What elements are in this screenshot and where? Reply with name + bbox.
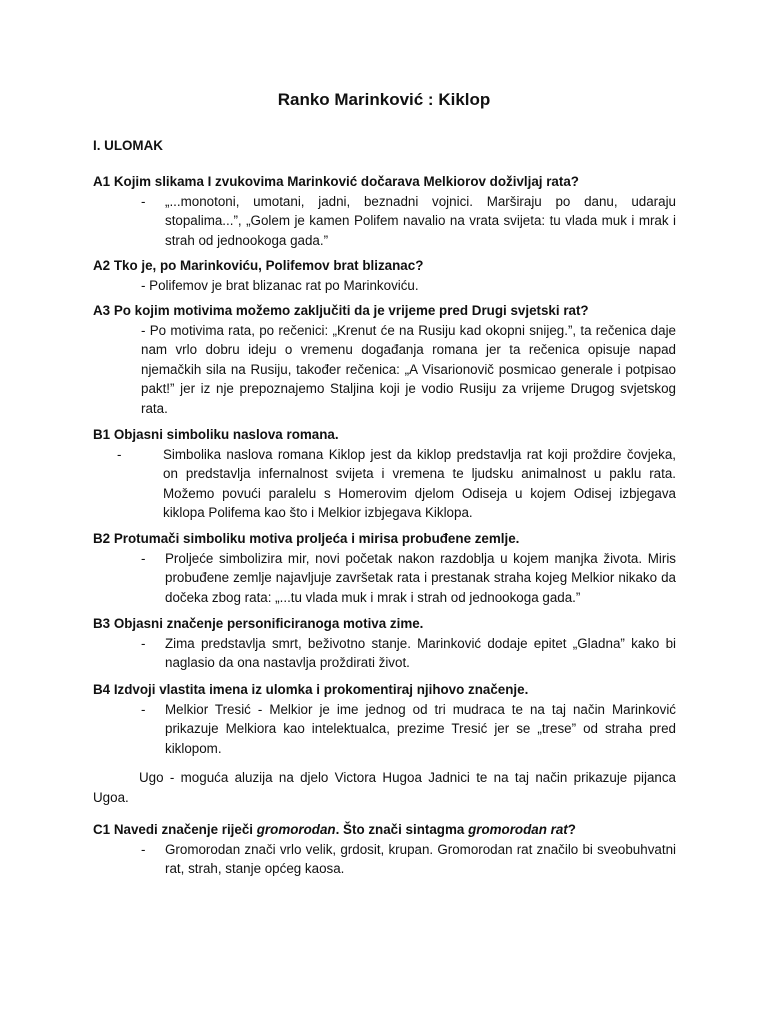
answer-dash: -	[141, 193, 146, 209]
question-text-part: ?	[567, 822, 576, 837]
answer-dash: -	[117, 446, 122, 462]
answer-a3: - Po motivima rata, po rečenici: „Krenut će na Rusiju kad okopni snijeg.”, ta rečenica daje nam vrlo dobru ideju o vremenu događanja romana jer ta rečenica opisuje napad njemačkih sila na Rusiju, također rečenica: „A Visarionovič posmicao generale i potpisao pakt!” jer iz nje prepoznajemo Staljina koji je vodio Rusiju za vrijeme Drugog svjetskog rata.	[141, 322, 676, 416]
answer-a1	[93, 192, 676, 251]
answer-dash: -	[141, 841, 146, 857]
question-b1	[93, 425, 676, 523]
question-italic-term: gromorodan rat	[468, 822, 568, 837]
question-c1	[93, 820, 676, 879]
answer-a2: - Polifemov je brat blizanac rat po Marinkoviću.	[141, 277, 419, 293]
question-italic-term: gromorodan	[256, 822, 336, 837]
question-text: B2 Protumači simboliku motiva proljeća i mirisa probuđene zemlje.	[93, 531, 520, 546]
question-b2	[93, 529, 676, 607]
question-b3	[93, 614, 676, 673]
answer-b2	[93, 549, 676, 608]
answer-b3	[93, 634, 676, 673]
section-heading: I. ULOMAK	[93, 138, 163, 153]
question-text-part: C1 Navedi značenje riječi	[93, 822, 257, 837]
question-a2	[93, 256, 676, 295]
question-text	[93, 820, 676, 840]
answer-text: Proljeće simbolizira mir, novi početak nakon razdoblja u kojem manjka života. Miris probuđene zemlje najavljuje završetak rata i prestanak straha kojeg Melkior nikako da dočeka zbog rata: „...tu vlada muk i mrak i strah od jednookoga gada.”	[165, 550, 676, 605]
answer-text: Gromorodan znači vrlo velik, grdosit, krupan. Gromorodan rat značilo bi sveobuhvatni rat, strah, stanje općeg kaosa.	[165, 841, 676, 876]
question-text: B1 Objasni simboliku naslova romana.	[93, 427, 339, 442]
answer-text: „...monotoni, umotani, jadni, beznadni vojnici. Marširaju po danu, udaraju stopalima...”, „Golem je kamen Polifem navalio na vrata svijeta: tu vlada muk i mrak i strah od jednookoga gada.”	[165, 193, 676, 248]
question-a3	[93, 301, 676, 418]
question-b4	[93, 680, 676, 807]
answer-b4-ugo: Ugo - moguća aluzija na djelo Victora Hugoa Jadnici te na taj način prikazuje pijanca Ugoa.	[93, 770, 676, 805]
answer-dash: -	[141, 635, 146, 651]
answer-dash: -	[141, 701, 146, 717]
answer-text: Melkior Tresić - Melkior je ime jednog od tri mudraca te na taj način Marinković prikazuje Melkiora kao intelektualca, prezime Tresić jer se „trese” od straha pred kiklopom.	[165, 701, 676, 756]
document-title: Ranko Marinković : Kiklop	[277, 90, 491, 109]
question-text: A2 Tko je, po Marinkoviću, Polifemov brat blizanac?	[93, 258, 424, 273]
question-text: A1 Kojim slikama I zvukovima Marinković dočarava Melkiorov doživljaj rata?	[93, 174, 579, 189]
answer-text: Zima predstavlja smrt, beživotno stanje. Marinković dodaje epitet „Gladna” kako bi naglasio da ona nastavlja proždirati život.	[165, 635, 676, 670]
answer-b4	[93, 700, 676, 759]
answer-text: Simbolika naslova romana Kiklop jest da kiklop predstavlja rat koji proždire čovjeka, on predstavlja infernalnost svijeta i vremena te ljudsku animalnost u paklu rata. Možemo povući paralelu s Homerovim djelom Odiseja u kojem Odisej izbjegava kiklopa Polifema kao što i Melkior izbjegava Kiklopa.	[163, 446, 676, 520]
question-text: A3 Po kojim motivima možemo zaključiti da je vrijeme pred Drugi svjetski rat?	[93, 303, 589, 318]
answer-b1	[93, 445, 676, 523]
question-text: B4 Izdvoji vlastita imena iz ulomka i prokomentiraj njihovo značenje.	[93, 682, 529, 697]
answer-dash: -	[141, 550, 146, 566]
answer-c1	[93, 840, 676, 879]
question-a1	[93, 172, 676, 250]
question-text: B3 Objasni značenje personificiranoga motiva zime.	[93, 616, 424, 631]
question-text-part: . Što znači sintagma	[335, 822, 469, 837]
